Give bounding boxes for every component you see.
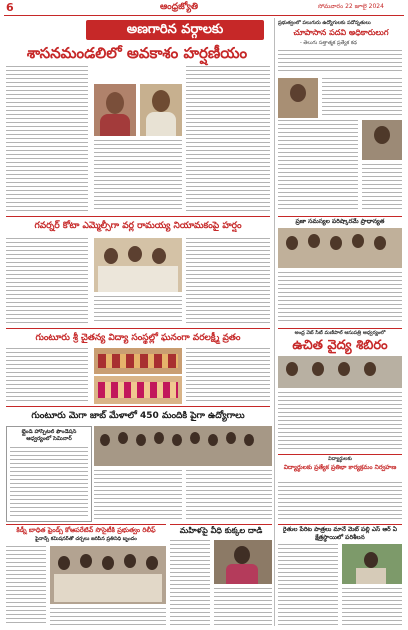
guntur1-headline: గుంటూరు శ్రీ చైతన్య విద్యా సంస్థల్లో ఘనంగా వరలక్ష్మీ వ్రతం bbox=[35, 333, 241, 343]
right-top-headline: చూపాసాన పదవి అధికారులుగ bbox=[293, 28, 389, 37]
column-divider bbox=[274, 18, 275, 626]
right-top-body-d bbox=[362, 164, 402, 212]
health-rule bbox=[278, 328, 402, 329]
right-mid-headline: ప్రజా సమస్యల పరిష్కారమే ప్రాధాన్యత bbox=[295, 218, 385, 225]
health-headline: ఉచిత వైద్య శిబిరం bbox=[292, 338, 388, 353]
lead-photo-woman bbox=[94, 84, 136, 136]
job-mela-body-col2 bbox=[186, 470, 272, 520]
right-top-kicker: ప్రభుత్వంలో పలుగురు ఉద్యోగులకు పదోన్నతులు bbox=[278, 20, 371, 26]
governor-body-col2 bbox=[94, 296, 182, 324]
school-kicker: విద్యార్థులకు bbox=[328, 456, 352, 462]
last-rule bbox=[278, 524, 402, 525]
bottom-left-rule bbox=[6, 524, 166, 525]
guntur1-photo-2 bbox=[94, 376, 182, 404]
bottom-left-body-col2 bbox=[50, 608, 166, 626]
date-line: సోమవారం 22 జూలై 2024 bbox=[318, 3, 384, 10]
blind-foundation-box bbox=[6, 426, 92, 522]
page-number: 6 bbox=[6, 1, 14, 14]
blind-foundation-title: బ్లైండ్ హాస్పిటల్ ఫౌండేషన్ ఆధ్వర్యంలో సెమినార్ bbox=[21, 429, 77, 442]
women-photo bbox=[214, 540, 272, 584]
right-top-body-a bbox=[278, 50, 402, 74]
last-body-col1 bbox=[278, 544, 338, 626]
governor-body-col3 bbox=[186, 238, 270, 324]
lead-body-col1 bbox=[6, 66, 88, 212]
bottom-left-subhead: ఫైనాన్స్ కమిషనర్‌తో చర్చలు జరిపిన ప్రతినిధి బృందం bbox=[35, 536, 137, 542]
job-mela-photo bbox=[94, 426, 272, 466]
women-body-col1 bbox=[170, 540, 210, 626]
right-mid-photo bbox=[278, 228, 402, 268]
bottom-left-headline: కిడ్నీ బాధిత ఫ్రెండ్స్ కోఆపరేటివ్ సొసైటీకి ప్రభుత్వం రిలీఫ్ bbox=[16, 526, 156, 534]
last-photo bbox=[342, 544, 402, 584]
right-top-byline: - తెలుగు సత్తాత్మక ప్రత్యేక కథ bbox=[300, 40, 357, 46]
women-body-col2 bbox=[214, 588, 272, 626]
lead-photo-man bbox=[140, 84, 182, 136]
lead-body-col3 bbox=[186, 66, 270, 212]
guntur1-rule bbox=[6, 328, 270, 329]
last-body-col2 bbox=[342, 588, 402, 626]
bottom-left-body-col1 bbox=[6, 546, 46, 626]
lead-kicker: అణగారిన వర్గాలకు bbox=[86, 20, 264, 40]
bottom-left-photo bbox=[50, 546, 166, 604]
guntur1-body-col3 bbox=[186, 348, 270, 404]
health-photo bbox=[278, 356, 402, 388]
right-top-body-b bbox=[322, 78, 402, 118]
women-rule bbox=[170, 524, 272, 525]
lead-body-col2 bbox=[94, 140, 182, 212]
school-body bbox=[278, 482, 402, 522]
guntur2-headline: గుంటూరు మెగా జాబ్ మేళాలో 450 మందికి పైగా ఉద్యోగాలు bbox=[31, 411, 245, 421]
right-mid-rule bbox=[278, 216, 402, 217]
governor-photo bbox=[94, 238, 182, 292]
governor-headline: గవర్నర్ కోటా ఎమ్మెల్సీగా వర్ల రామయ్య నియామకంపై హర్షం bbox=[34, 221, 242, 231]
header-rule bbox=[4, 15, 404, 16]
school-headline: విద్యార్థులకు ప్రత్యేక ప్రతిభా కార్యక్రమం నిర్వహణ bbox=[283, 464, 397, 471]
governor-body-col1 bbox=[6, 238, 88, 324]
lead-headline: శాసనమండలిలో అవకాశం హర్షణీయం bbox=[26, 44, 248, 62]
guntur2-rule bbox=[6, 406, 270, 407]
masthead: ఆంధ్రజ్యోతి bbox=[160, 2, 199, 12]
health-kicker: అంధ్ర వెబ్ సిటీ మణిపాల్ ఆసుపత్రి ఆధ్వర్యంలో bbox=[294, 330, 386, 336]
right-mid-body bbox=[278, 272, 402, 324]
right-top-photo-1 bbox=[278, 78, 318, 118]
page-header bbox=[0, 0, 408, 16]
women-headline: మహిళపై వీధి కుక్కల దాడి bbox=[179, 526, 263, 535]
school-rule bbox=[278, 454, 402, 455]
guntur1-photo-1 bbox=[94, 348, 182, 374]
health-body bbox=[278, 392, 402, 450]
guntur1-body-col1 bbox=[6, 348, 88, 404]
job-mela-body-col1 bbox=[94, 470, 182, 520]
right-top-body-c bbox=[278, 120, 358, 212]
last-headline: రైతుల పేరిట పాత్రలు మానే మెట్ పల్లి ఎస్ ఆర్ ఏ క్షేత్రస్థాయిలో పరిశీలన bbox=[282, 526, 398, 541]
governor-rule bbox=[6, 216, 270, 217]
right-top-photo-2 bbox=[362, 120, 402, 160]
